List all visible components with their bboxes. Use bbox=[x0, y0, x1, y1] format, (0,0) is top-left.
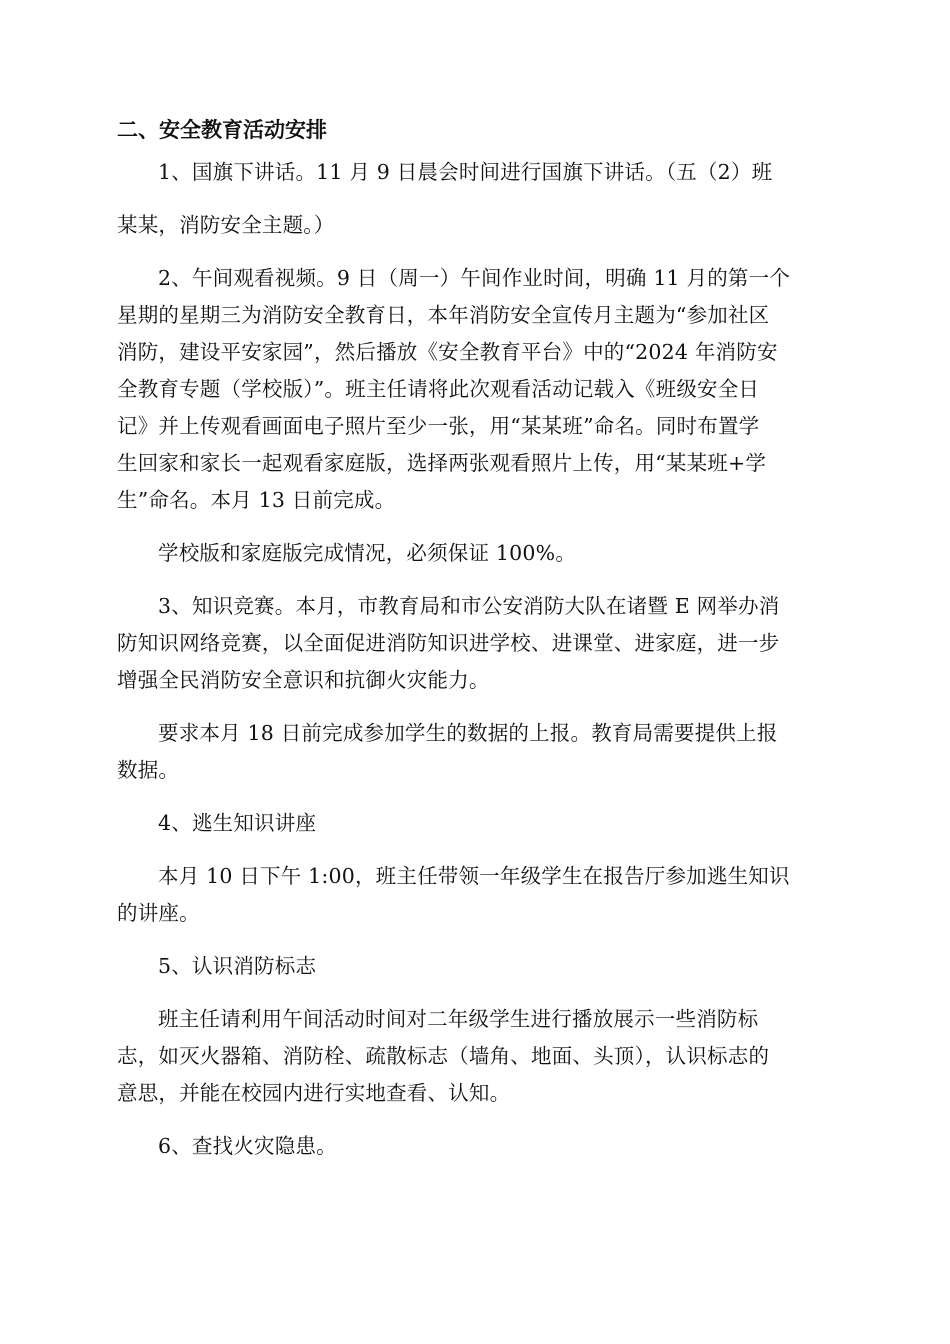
paragraph-line: 某某，消防安全主题。） bbox=[117, 213, 335, 237]
paragraph bbox=[117, 588, 833, 699]
document-body bbox=[117, 154, 833, 1165]
paragraph bbox=[117, 154, 833, 191]
paragraph-line: 意思，并能在校园内进行实地查看、认知。 bbox=[117, 1081, 511, 1105]
paragraph-line: 生回家和家长一起观看家庭版，选择两张观看照片上传，用“某某班+学 bbox=[117, 451, 767, 475]
paragraph-line: 班主任请利用午间活动时间对二年级学生进行播放展示一些消防标 bbox=[158, 1007, 759, 1031]
paragraph-line: 本月 10 日下午 1:00，班主任带领一年级学生在报告厅参加逃生知识 bbox=[158, 864, 790, 888]
paragraph-line: 星期的星期三为消防安全教育日，本年消防安全宣传月主题为“参加社区 bbox=[117, 303, 770, 327]
section-heading: 二、安全教育活动安排 bbox=[117, 118, 327, 142]
paragraph-line: 志，如灭火器箱、消防栓、疏散标志（墙角、地面、头顶），认识标志的 bbox=[117, 1044, 770, 1068]
paragraph-line: 要求本月 18 日前完成参加学生的数据的上报。教育局需要提供上报 bbox=[158, 721, 778, 745]
paragraph-line: 5、认识消防标志 bbox=[158, 954, 317, 978]
paragraph-line: 3、知识竞赛。本月，市教育局和市公安消防大队在诸暨 E 网举办消 bbox=[158, 594, 780, 618]
document-page bbox=[117, 112, 833, 1181]
paragraph-line: 4、逃生知识讲座 bbox=[158, 811, 317, 835]
paragraph-line: 消防，建设平安家园”，然后播放《安全教育平台》中的“2024 年消防安 bbox=[117, 340, 778, 364]
paragraph-line: 生”命名。本月 13 日前完成。 bbox=[117, 488, 396, 512]
paragraph-line: 数据。 bbox=[117, 758, 180, 782]
paragraph bbox=[117, 535, 833, 572]
paragraph-line: 增强全民消防安全意识和抗御火灾能力。 bbox=[117, 668, 490, 692]
paragraph-line: 全教育专题（学校版）”。班主任请将此次观看活动记载入《班级安全日 bbox=[117, 377, 760, 401]
paragraph bbox=[117, 207, 833, 244]
paragraph-line: 学校版和家庭版完成情况，必须保证 100%。 bbox=[158, 541, 577, 565]
paragraph bbox=[117, 1001, 833, 1112]
paragraph-line: 的讲座。 bbox=[117, 901, 200, 925]
paragraph bbox=[117, 1128, 833, 1165]
paragraph bbox=[117, 858, 833, 932]
paragraph bbox=[117, 715, 833, 789]
paragraph bbox=[117, 805, 833, 842]
paragraph bbox=[117, 260, 833, 519]
paragraph-line: 2、午间观看视频。9 日（周一）午间作业时间，明确 11 月的第一个 bbox=[158, 266, 791, 290]
paragraph-line: 记》并上传观看画面电子照片至少一张，用“某某班”命名。同时布置学 bbox=[117, 414, 760, 438]
paragraph-line: 6、查找火灾隐患。 bbox=[158, 1134, 337, 1158]
paragraph-line: 防知识网络竞赛，以全面促进消防知识进学校、进课堂、进家庭，进一步 bbox=[117, 631, 780, 655]
paragraph bbox=[117, 948, 833, 985]
paragraph-line: 1、国旗下讲话。11 月 9 日晨会时间进行国旗下讲话。（五（2）班 bbox=[158, 160, 773, 184]
